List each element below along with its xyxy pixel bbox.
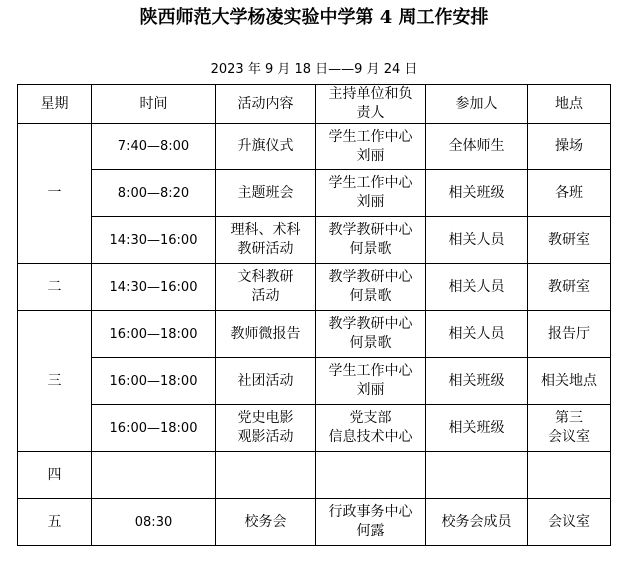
- header-time: 时间: [92, 85, 216, 124]
- header-host: 主持单位和负 责人: [316, 85, 426, 124]
- time-cell: 08:30: [92, 499, 216, 546]
- participants-cell: 校务会成员: [426, 499, 528, 546]
- host-cell: 行政事务中心 何露: [316, 499, 426, 546]
- table-row: [18, 452, 611, 499]
- header-place: 地点: [528, 85, 611, 124]
- participants-cell: [426, 452, 528, 499]
- day-monday: 一: [18, 124, 92, 264]
- table-row: [18, 264, 611, 311]
- time-cell: 16:00—18:00: [92, 311, 216, 358]
- participants-cell: 相关班级: [426, 358, 528, 405]
- time-cell: 14:30—16:00: [92, 264, 216, 311]
- activity-cell: 文科教研 活动: [216, 264, 316, 311]
- table-row: [18, 170, 611, 217]
- participants-cell: 相关人员: [426, 217, 528, 264]
- table-row: [18, 311, 611, 358]
- place-cell: 教研室: [528, 217, 611, 264]
- place-cell: 会议室: [528, 499, 611, 546]
- table-row: [18, 358, 611, 405]
- time-cell: [92, 452, 216, 499]
- day-wednesday: 三: [18, 311, 92, 452]
- header-activity: 活动内容: [216, 85, 316, 124]
- activity-cell: 校务会: [216, 499, 316, 546]
- time-cell: 14:30—16:00: [92, 217, 216, 264]
- place-cell: 操场: [528, 124, 611, 170]
- participants-cell: 相关人员: [426, 264, 528, 311]
- activity-cell: 教师微报告: [216, 311, 316, 358]
- participants-cell: 全体师生: [426, 124, 528, 170]
- host-cell: 学生工作中心 刘丽: [316, 124, 426, 170]
- host-cell: 学生工作中心 刘丽: [316, 358, 426, 405]
- time-cell: 7:40—8:00: [92, 124, 216, 170]
- time-cell: 8:00—8:20: [92, 170, 216, 217]
- activity-cell: 理科、术科 教研活动: [216, 217, 316, 264]
- participants-cell: 相关班级: [426, 170, 528, 217]
- activity-cell: 党史电影 观影活动: [216, 405, 316, 452]
- place-cell: 各班: [528, 170, 611, 217]
- header-row: [18, 85, 611, 124]
- table-row: [18, 405, 611, 452]
- place-cell: 教研室: [528, 264, 611, 311]
- activity-cell: [216, 452, 316, 499]
- page-title: 陕西师范大学杨凌实验中学第 4 周工作安排: [139, 7, 489, 28]
- activity-cell: 主题班会: [216, 170, 316, 217]
- host-cell: 教学教研中心 何景歌: [316, 217, 426, 264]
- host-cell: 教学教研中心 何景歌: [316, 311, 426, 358]
- host-cell: 教学教研中心 何景歌: [316, 264, 426, 311]
- table-row: [18, 499, 611, 546]
- place-cell: 第三 会议室: [528, 405, 611, 452]
- schedule-table: [17, 84, 611, 546]
- host-cell: 学生工作中心 刘丽: [316, 170, 426, 217]
- activity-cell: 升旗仪式: [216, 124, 316, 170]
- place-cell: [528, 452, 611, 499]
- date-range: 2023 年 9 月 18 日——9 月 24 日: [210, 62, 418, 77]
- time-cell: 16:00—18:00: [92, 358, 216, 405]
- host-cell: [316, 452, 426, 499]
- table-row: [18, 124, 611, 170]
- host-cell: 党支部 信息技术中心: [316, 405, 426, 452]
- day-tuesday: 二: [18, 264, 92, 311]
- place-cell: 相关地点: [528, 358, 611, 405]
- header-participants: 参加人: [426, 85, 528, 124]
- table-row: [18, 217, 611, 264]
- participants-cell: 相关人员: [426, 311, 528, 358]
- header-day: 星期: [18, 85, 92, 124]
- place-cell: 报告厅: [528, 311, 611, 358]
- day-thursday: 四: [18, 452, 92, 499]
- activity-cell: 社团活动: [216, 358, 316, 405]
- time-cell: 16:00—18:00: [92, 405, 216, 452]
- participants-cell: 相关班级: [426, 405, 528, 452]
- day-friday: 五: [18, 499, 92, 546]
